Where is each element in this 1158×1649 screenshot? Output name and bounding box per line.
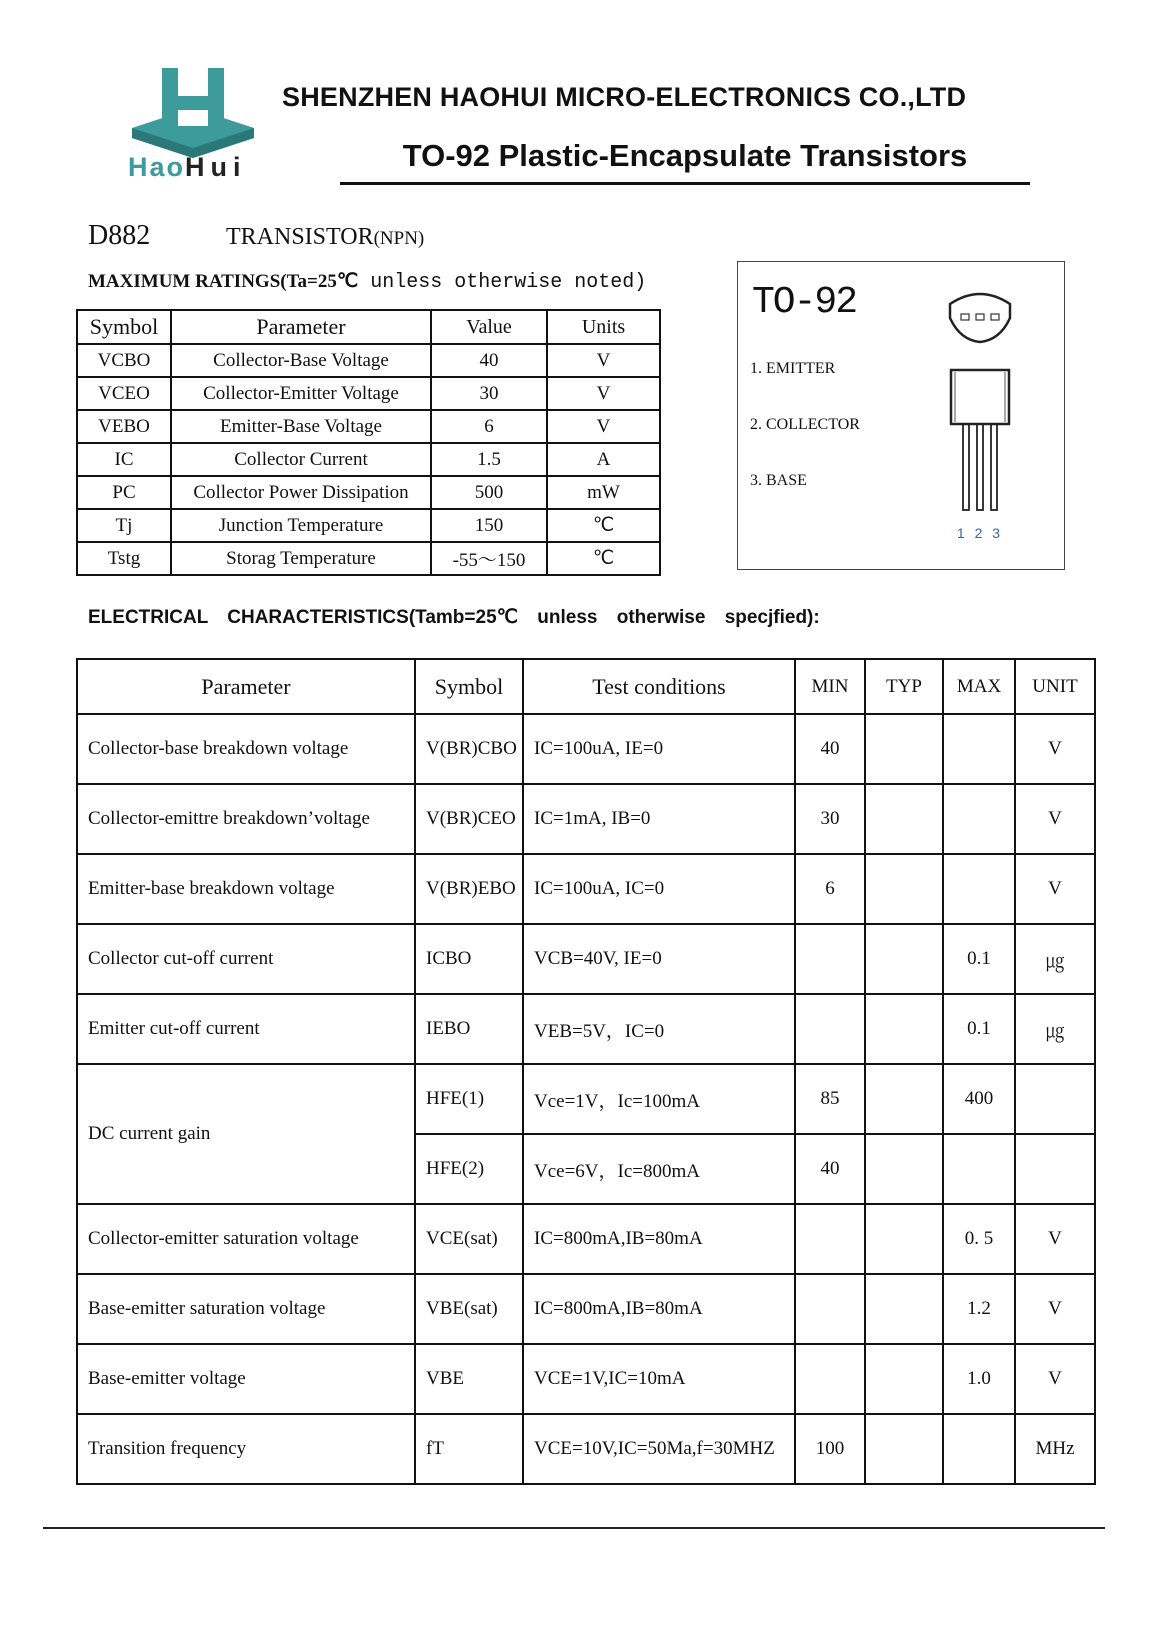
elec-cell-unit: MHz (1015, 1414, 1095, 1484)
elec-cell-unit: ㎍ (1015, 924, 1095, 994)
max-cell-symbol: Tj (77, 509, 171, 542)
elec-cell-cond: IC=800mA,IB=80mA (523, 1204, 795, 1274)
table-row (77, 994, 1095, 1064)
elec-cell-symbol: fT (415, 1414, 523, 1484)
max-cell-units: A (547, 443, 660, 476)
elec-header-symbol: Symbol (415, 659, 523, 714)
max-header-units: Units (547, 310, 660, 344)
elec-cell-min: 30 (795, 784, 865, 854)
elec-cell-unit: V (1015, 1274, 1095, 1344)
elec-cell-min (795, 1274, 865, 1344)
elec-cell-max: 0. 5 (943, 1204, 1015, 1274)
max-cell-symbol: VCEO (77, 377, 171, 410)
elec-cell-unit: V (1015, 714, 1095, 784)
elec-cell-typ (865, 784, 943, 854)
table-row (77, 1414, 1095, 1484)
max-cell-units: V (547, 377, 660, 410)
document-subtitle: TO-92 Plastic-Encapsulate Transistors (402, 138, 968, 173)
max-cell-units: V (547, 344, 660, 377)
max-cell-parameter: Junction Temperature (171, 509, 431, 542)
elec-header-test-conditions: Test conditions (523, 659, 795, 714)
elec-cell-param: Collector-emitter saturation voltage (77, 1204, 415, 1274)
elec-header-max: MAX (943, 659, 1015, 714)
table-row (77, 714, 1095, 784)
elec-cell-typ (865, 854, 943, 924)
max-cell-value: 30 (431, 377, 547, 410)
elec-cell-cond: VCE=1V,IC=10mA (523, 1344, 795, 1414)
table-row (77, 1064, 1095, 1134)
max-cell-value: 1.5 (431, 443, 547, 476)
elec-cell-symbol: ICBO (415, 924, 523, 994)
elec-cell-max: 0.1 (943, 994, 1015, 1064)
max-cell-symbol: IC (77, 443, 171, 476)
max-cell-symbol: VCBO (77, 344, 171, 377)
table-row (77, 784, 1095, 854)
part-number: D882 (88, 220, 151, 251)
electrical-characteristics-title: ELECTRICAL CHARACTERISTICS(Tamb=25℃ unless otherwise specjfied): (88, 607, 820, 628)
max-cell-parameter: Storag Temperature (171, 542, 431, 575)
elec-cell-min (795, 1204, 865, 1274)
table-row (77, 854, 1095, 924)
table-row (77, 476, 660, 509)
elec-cell-symbol: HFE(2) (415, 1134, 523, 1204)
table-row (77, 542, 660, 575)
table-row (77, 443, 660, 476)
elec-cell-param: Base-emitter saturation voltage (77, 1274, 415, 1344)
company-name: SHENZHEN HAOHUI MICRO-ELECTRONICS CO.,LTD (282, 82, 967, 112)
max-ratings-table (76, 309, 661, 576)
elec-cell-unit: V (1015, 1344, 1095, 1414)
elec-cell-min (795, 1344, 865, 1414)
max-ratings-header-row (77, 310, 660, 344)
elec-cell-cond: VEB=5V，IC=0 (523, 994, 795, 1064)
elec-cell-cond: VCB=40V, IE=0 (523, 924, 795, 994)
max-cell-symbol: Tstg (77, 542, 171, 575)
elec-cell-param: Base-emitter voltage (77, 1344, 415, 1414)
max-cell-parameter: Emitter-Base Voltage (171, 410, 431, 443)
elec-cell-min: 85 (795, 1064, 865, 1134)
max-cell-value: 500 (431, 476, 547, 509)
elec-cell-cond: IC=100uA, IE=0 (523, 714, 795, 784)
subtitle-underline (340, 182, 1030, 185)
elec-cell-param: Collector-emittre breakdown’voltage (77, 784, 415, 854)
elec-cell-min: 40 (795, 714, 865, 784)
elec-cell-min (795, 994, 865, 1064)
max-cell-units: ℃ (547, 509, 660, 542)
elec-cell-unit (1015, 1134, 1095, 1204)
elec-cell-cond: IC=100uA, IC=0 (523, 854, 795, 924)
pin-label-collector: 2. COLLECTOR (750, 416, 860, 433)
pin-label-base: 3. BASE (750, 472, 807, 489)
max-cell-parameter: Collector Current (171, 443, 431, 476)
max-cell-symbol: PC (77, 476, 171, 509)
elec-header-parameter: Parameter (77, 659, 415, 714)
max-cell-value: 6 (431, 410, 547, 443)
elec-cell-unit: V (1015, 1204, 1095, 1274)
max-cell-symbol: VEBO (77, 410, 171, 443)
elec-cell-max (943, 714, 1015, 784)
max-cell-parameter: Collector-Base Voltage (171, 344, 431, 377)
elec-cell-max: 1.2 (943, 1274, 1015, 1344)
elec-cell-max (943, 784, 1015, 854)
elec-cell-symbol: V(BR)EBO (415, 854, 523, 924)
footer-rule (43, 1527, 1105, 1529)
max-cell-units: ℃ (547, 542, 660, 575)
max-ratings-title: MAXIMUM RATINGS(Ta=25℃ unless otherwise noted) (88, 271, 647, 294)
elec-cell-typ (865, 1134, 943, 1204)
elec-header-typ: TYP (865, 659, 943, 714)
elec-cell-param: Collector cut-off current (77, 924, 415, 994)
elec-cell-symbol: VBE(sat) (415, 1274, 523, 1344)
part-type: TRANSISTOR(NPN) (226, 224, 425, 250)
max-cell-units: mW (547, 476, 660, 509)
elec-cell-unit: V (1015, 854, 1095, 924)
table-row (77, 377, 660, 410)
elec-cell-typ (865, 994, 943, 1064)
elec-cell-cond: Vce=1V，Ic=100mA (523, 1064, 795, 1134)
elec-cell-typ (865, 714, 943, 784)
pin-numbers: 1 2 3 (956, 525, 1004, 541)
max-cell-value: -55～150 (431, 542, 547, 575)
table-row (77, 1274, 1095, 1344)
elec-cell-typ (865, 924, 943, 994)
to92-package-drawing (930, 290, 1030, 550)
max-header-parameter: Parameter (171, 310, 431, 344)
elec-cell-symbol: HFE(1) (415, 1064, 523, 1134)
elec-cell-unit (1015, 1064, 1095, 1134)
pin-label-emitter: 1. EMITTER (750, 360, 836, 377)
elec-cell-param: Emitter cut-off current (77, 994, 415, 1064)
table-row (77, 1204, 1095, 1274)
elec-cell-typ (865, 1414, 943, 1484)
elec-cell-min: 100 (795, 1414, 865, 1484)
table-row (77, 509, 660, 542)
elec-cell-symbol: VBE (415, 1344, 523, 1414)
max-header-value: Value (431, 310, 547, 344)
elec-cell-max (943, 854, 1015, 924)
logo-text: HaoHui (128, 152, 247, 182)
elec-cell-param: DC current gain (77, 1064, 415, 1204)
elec-header-min: MIN (795, 659, 865, 714)
elec-cell-symbol: VCE(sat) (415, 1204, 523, 1274)
table-row (77, 344, 660, 377)
elec-header-unit: UNIT (1015, 659, 1095, 714)
elec-cell-symbol: V(BR)CBO (415, 714, 523, 784)
elec-cell-min: 6 (795, 854, 865, 924)
table-row (77, 1344, 1095, 1414)
elec-cell-unit: V (1015, 784, 1095, 854)
max-cell-parameter: Collector Power Dissipation (171, 476, 431, 509)
max-header-symbol: Symbol (77, 310, 171, 344)
elec-cell-max (943, 1414, 1015, 1484)
elec-cell-cond: VCE=10V,IC=50Ma,f=30MHZ (523, 1414, 795, 1484)
elec-cell-typ (865, 1204, 943, 1274)
elec-cell-min: 40 (795, 1134, 865, 1204)
max-cell-value: 40 (431, 344, 547, 377)
elec-cell-cond: IC=1mA, IB=0 (523, 784, 795, 854)
elec-cell-symbol: IEBO (415, 994, 523, 1064)
elec-cell-typ (865, 1274, 943, 1344)
elec-cell-max: 1.0 (943, 1344, 1015, 1414)
elec-cell-cond: Vce=6V，Ic=800mA (523, 1134, 795, 1204)
elec-cell-param: Emitter-base breakdown voltage (77, 854, 415, 924)
elec-cell-symbol: V(BR)CEO (415, 784, 523, 854)
elec-cell-max (943, 1134, 1015, 1204)
electrical-characteristics-table (76, 658, 1096, 1485)
elec-cell-min (795, 924, 865, 994)
electrical-header-row (77, 659, 1095, 714)
elec-cell-unit: ㎍ (1015, 994, 1095, 1064)
table-row (77, 924, 1095, 994)
table-row (77, 410, 660, 443)
max-cell-units: V (547, 410, 660, 443)
package-name: TO-92 (752, 281, 857, 324)
elec-cell-param: Transition frequency (77, 1414, 415, 1484)
elec-cell-typ (865, 1064, 943, 1134)
elec-cell-param: Collector-base breakdown voltage (77, 714, 415, 784)
max-cell-value: 150 (431, 509, 547, 542)
elec-cell-cond: IC=800mA,IB=80mA (523, 1274, 795, 1344)
max-cell-parameter: Collector-Emitter Voltage (171, 377, 431, 410)
elec-cell-typ (865, 1344, 943, 1414)
elec-cell-max: 0.1 (943, 924, 1015, 994)
elec-cell-max: 400 (943, 1064, 1015, 1134)
